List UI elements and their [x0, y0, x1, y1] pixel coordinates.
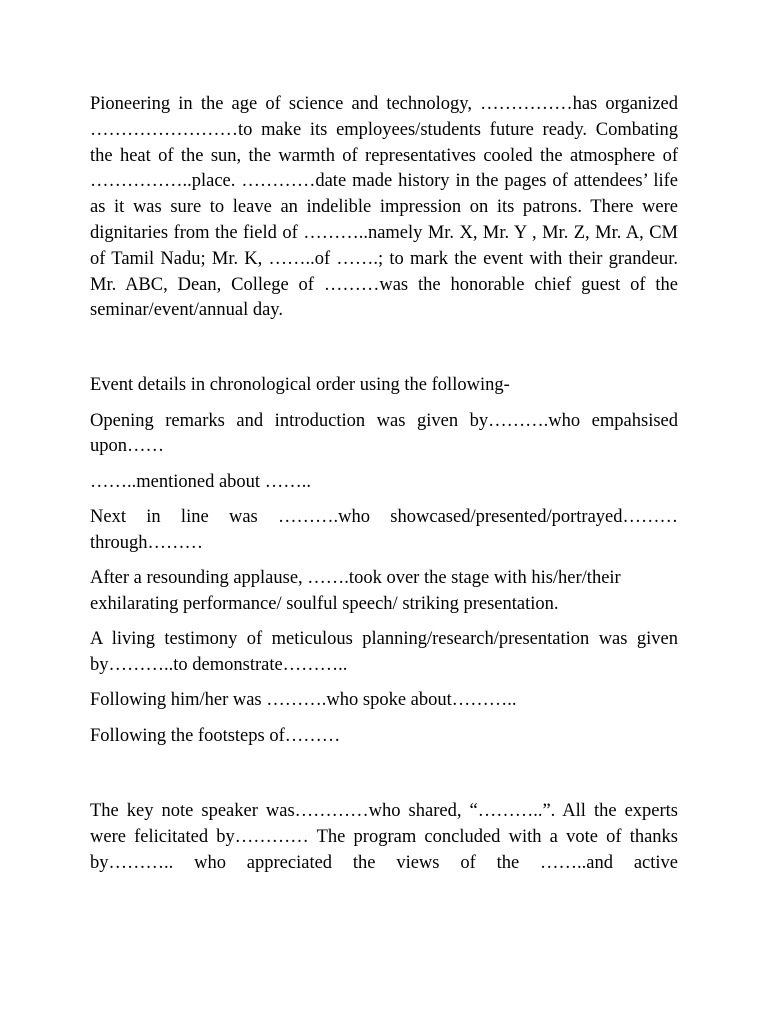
- event-item-testimony: A living testimony of meticulous planning/research/presentation was given by………..to demonstrate………..: [90, 629, 678, 675]
- event-item-mentioned: ……..mentioned about ……..: [90, 471, 311, 492]
- closing-paragraph: The key note speaker was…………who shared, “………..”. All the experts were felicitated by………… The program concluded with a vote of thanks by……….. who appreciated the views of the ……..and active: [90, 801, 678, 873]
- event-item-following-him: Following him/her was ……….who spoke about………..: [90, 690, 517, 711]
- event-item-opening: Opening remarks and introduction was given by……….who empahsised upon……: [90, 410, 678, 457]
- event-item-next-in-line: Next in line was ……….who showcased/presented/portrayed……… through………: [90, 507, 678, 553]
- event-item-applause: After a resounding applause, …….took over the stage with his/her/their exhilarating performance/ soulful speech/ striking presentation.: [90, 568, 621, 614]
- event-details-heading: Event details in chronological order using the following-: [90, 375, 510, 396]
- document-page: [90, 92, 678, 877]
- intro-paragraph: Pioneering in the age of science and technology, ……………has organized ……………………to make its employees/students future ready. Combating the heat of the sun, the warmth of representatives cooled the atmosphere of ……………..place. …………date made history in the pages of attendees’ life as it was sure to leave an indelible impression on its patrons. There were dignitaries from the field of ………..namely Mr. X, Mr. Y , Mr. Z, Mr. A, CM of Tamil Nadu; Mr. K, ……..of …….; to mark the event with their grandeur. Mr. ABC, Dean, College of ………was the honorable chief guest of the seminar/event/annual day.: [90, 94, 678, 321]
- event-item-footsteps: Following the footsteps of………: [90, 725, 341, 746]
